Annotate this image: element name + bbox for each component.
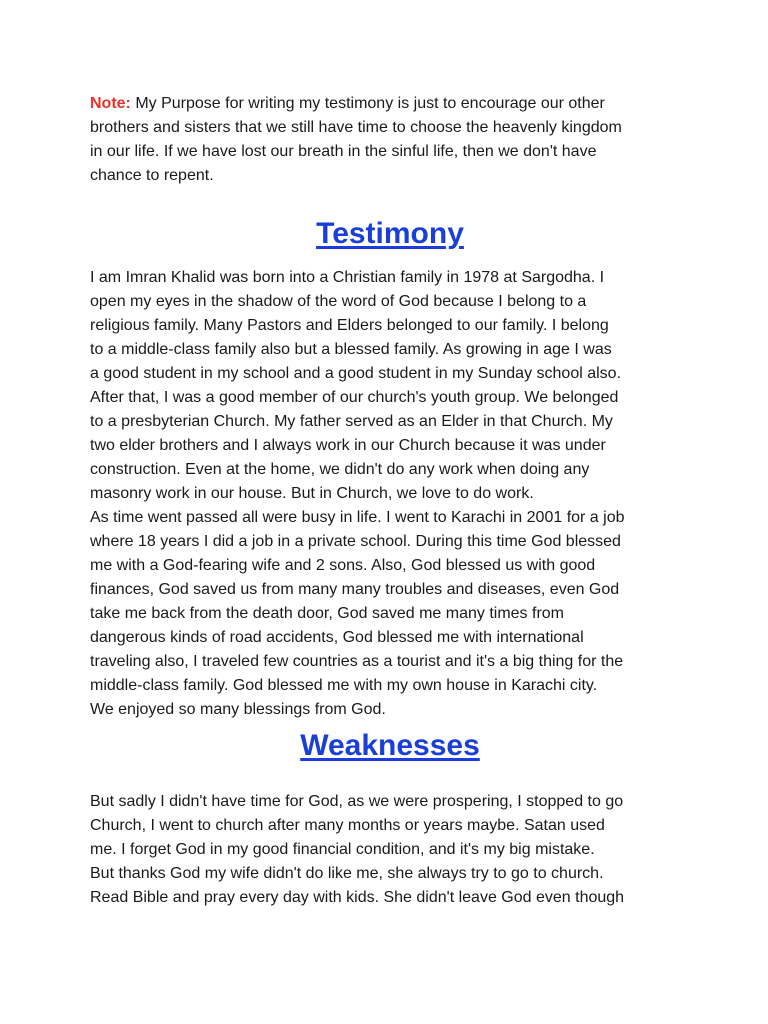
weaknesses-line: Read Bible and pray every day with kids. She didn't leave God even though (90, 889, 625, 906)
note-paragraph (90, 92, 690, 188)
testimony-line: construction. Even at the home, we didn't do any work when doing any (90, 461, 590, 478)
testimony-heading[interactable]: Testimony (316, 217, 464, 250)
testimony-line: a good student in my school and a good student in my Sunday school also. (90, 365, 622, 382)
note-line: brothers and sisters that we still have time to choose the heavenly kingdom (90, 119, 622, 136)
testimony-line: After that, I was a good member of our church's youth group. We belonged (90, 389, 619, 406)
note-label: Note: (90, 95, 131, 112)
testimony-line: two elder brothers and I always work in our Church because it was under (90, 437, 606, 454)
weaknesses-line: But sadly I didn't have time for God, as we were prospering, I stopped to go (90, 793, 624, 810)
testimony-line: religious family. Many Pastors and Elders belonged to our family. I belong (90, 317, 609, 334)
testimony-line: me with a God-fearing wife and 2 sons. Also, God blessed us with good (90, 557, 596, 574)
note-line: chance to repent. (90, 167, 214, 184)
weaknesses-line: Church, I went to church after many months or years maybe. Satan used (90, 817, 605, 834)
testimony-line: As time went passed all were busy in life. I went to Karachi in 2001 for a job (90, 509, 625, 526)
testimony-line: to a middle-class family also but a blessed family. As growing in age I was (90, 341, 612, 358)
testimony-line: dangerous kinds of road accidents, God blessed me with international (90, 629, 584, 646)
testimony-line: to a presbyterian Church. My father served as an Elder in that Church. My (90, 413, 613, 430)
note-line: My Purpose for writing my testimony is just to encourage our other (130, 95, 605, 112)
document-page (90, 92, 690, 910)
note-line: in our life. If we have lost our breath in the sinful life, then we don't have (90, 143, 597, 160)
testimony-line: finances, God saved us from many many troubles and diseases, even God (90, 581, 620, 598)
testimony-line: take me back from the death door, God saved me many times from (90, 605, 564, 622)
testimony-line: masonry work in our house. But in Church, we love to do work. (90, 485, 534, 502)
testimony-line: where 18 years I did a job in a private school. During this time God blessed (90, 533, 621, 550)
testimony-line: I am Imran Khalid was born into a Christian family in 1978 at Sargodha. I (90, 269, 605, 286)
weaknesses-heading[interactable]: Weaknesses (300, 729, 480, 762)
testimony-line: open my eyes in the shadow of the word of God because I belong to a (90, 293, 587, 310)
weaknesses-line: me. I forget God in my good financial condition, and it's my big mistake. (90, 841, 595, 858)
weaknesses-line: But thanks God my wife didn't do like me, she always try to go to church. (90, 865, 604, 882)
testimony-paragraph (90, 266, 690, 722)
testimony-line: traveling also, I traveled few countries as a tourist and it's a big thing for the (90, 653, 624, 670)
testimony-line: middle-class family. God blessed me with my own house in Karachi city. (90, 677, 598, 694)
testimony-line: We enjoyed so many blessings from God. (90, 701, 386, 718)
weaknesses-paragraph (90, 790, 690, 910)
